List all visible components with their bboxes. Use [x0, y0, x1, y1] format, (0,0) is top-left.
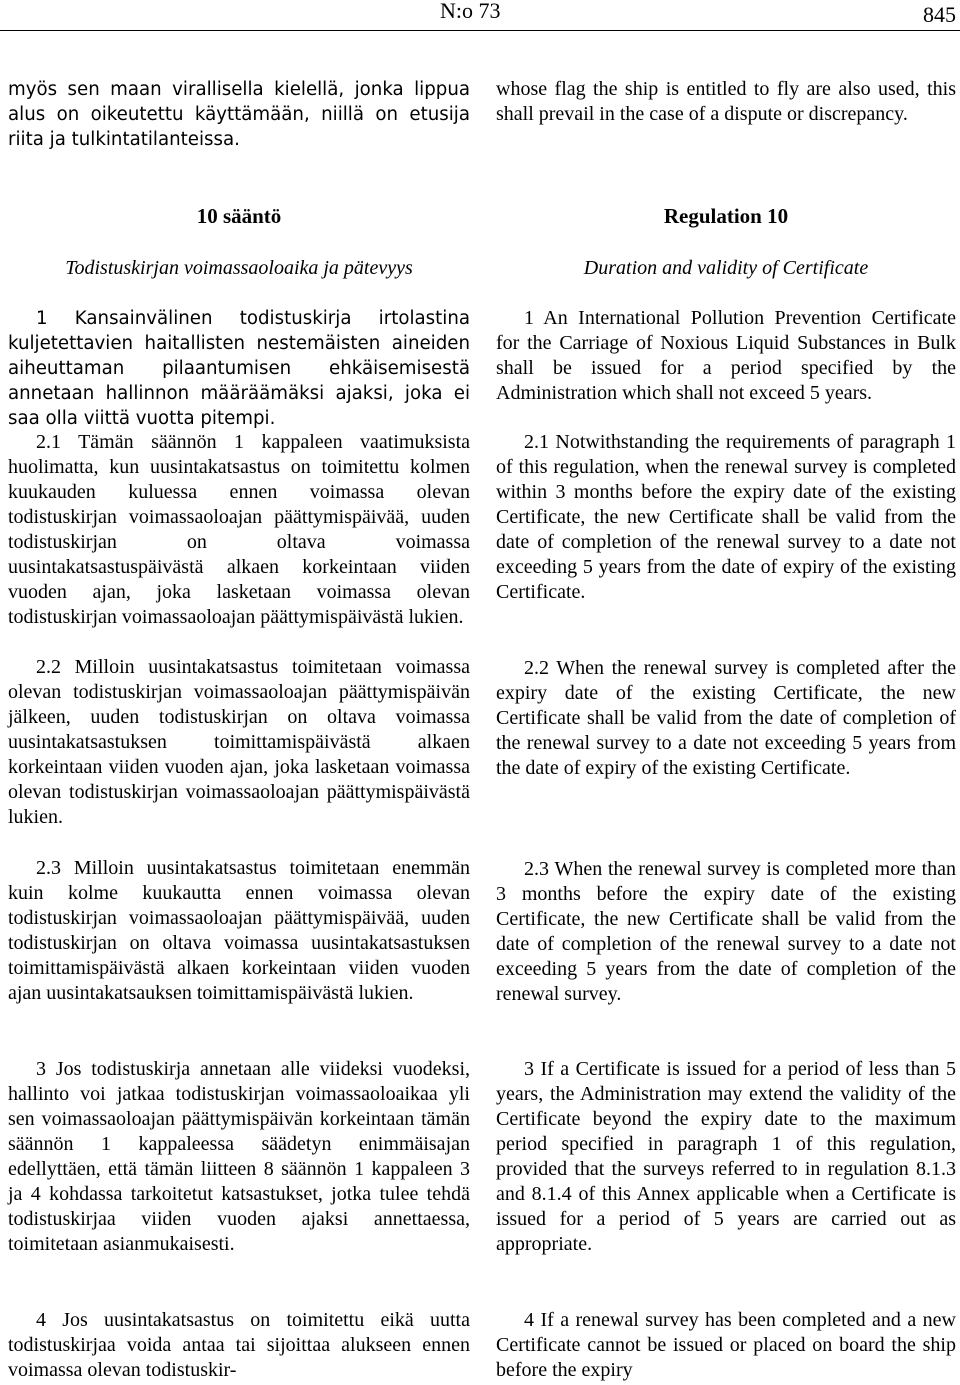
- fi-paragraph-3: 3 Jos todistuskirja annetaan alle viideksi vuodeksi, hallinto voi jatkaa todistuskirjan voimassaoloaikaa yli sen voimassaoloajan päättymispäivän korkeintaan tämän säännön 1 kappaleessa säädetyn enimmäisajan edellyttäen, että tämän liitteen 8 säännön 1 kappaleen 3 ja 4 kohdassa tarkoitetut katsastukset, jotka tulee tehdä todistuskirjaa viiden vuoden ajaksi annettaessa, toimitetaan asianmukaisesti.: [8, 1058, 470, 1255]
- en-paragraph-2-2: 2.2 When the renewal survey is completed after the expiry date of the existing Certificate, the new Certificate shall be valid from the date of completion of the renewal survey to a date not exceeding 5 years from the date of expiry of the existing Certificate.: [496, 657, 956, 779]
- issue-number: N:o 73: [440, 0, 501, 23]
- fi-paragraph-4: 4 Jos uusintakatsastus on toimitettu eikä uutta todistuskirjaa voida antaa tai sijoittaa alukseen ennen voimassa olevan todistuskir-: [8, 1309, 470, 1381]
- page-header: [0, 0, 960, 30]
- en-regulation-heading: Regulation 10: [663, 204, 789, 228]
- en-regulation-subtitle: Duration and validity of Certificate: [583, 257, 869, 279]
- en-paragraph-4: 4 If a renewal survey has been completed and a new Certificate cannot be issued or placed on board the ship before the expiry: [496, 1309, 956, 1381]
- fi-regulation-subtitle: Todistuskirjan voimassaoloaika ja pätevyys: [65, 257, 413, 279]
- fi-paragraph-2-1: 2.1 Tämän säännön 1 kappaleen vaatimuksista huolimatta, kun uusintakatsastus on toimitettu kolmen kuukauden kuluessa ennen voimassa olevan todistuskirjan voimassaoloajan päättymispäivää, uuden todistuskirjan on oltava voimassa uusintakatsastuspäivästä alkaen korkeintaan viiden vuoden ajan, joka lasketaan voimassa olevan todistuskirjan voimassaoloajan päättymispäivästä lukien.: [8, 431, 470, 628]
- fi-paragraph-2-3: 2.3 Milloin uusintakatsastus toimitetaan enemmän kuin kolme kuukautta ennen voimassa olevan todistuskirjan voimassaoloajan päättymispäivää, uuden todistuskirjan on oltava voimassa uusintakatsastuksen toimittamispäivästä alkaen korkeintaan viiden vuoden ajan uusintakatsauksen toimittamispäivästä lukien.: [8, 857, 470, 1004]
- fi-intro-paragraph: myös sen maan virallisella kielellä, jonka lippua alus on oikeutettu käyttämään, niillä on etusija riita ja tulkintatilanteissa.: [8, 79, 470, 150]
- fi-paragraph-2-2: 2.2 Milloin uusintakatsastus toimitetaan voimassa olevan todistuskirjan voimassaoloajan päättymispäivän jälkeen, uuden todistuskirjan on oltava voimassa uusintakatsastuksen toimittamispäivästä alkaen korkeintaan viiden vuoden ajan, joka lasketaan voimassa olevan todistuskirjan voimassaoloajan päättymispäivästä lukien.: [8, 656, 470, 828]
- en-paragraph-3: 3 If a Certificate is issued for a period of less than 5 years, the Administration may extend the validity of the Certificate beyond the expiry date to the maximum period specified in paragraph 1 of this regulation, provided that the surveys referred to in regulation 8.1.3 and 8.1.4 of this Annex applicable when a Certificate is issued for a period of 5 years are carried out as appropriate.: [496, 1058, 956, 1255]
- en-paragraph-2-3: 2.3 When the renewal survey is completed more than 3 months before the expiry date of the existing Certificate, the new Certificate shall be valid from the date of completion of the renewal survey to a date not exceeding 5 years from the date of completion of the renewal survey.: [496, 858, 956, 1005]
- page-number: 845: [923, 2, 956, 27]
- en-intro-paragraph: whose flag the ship is entitled to fly are also used, this shall prevail in the case of a dispute or discrepancy.: [496, 78, 956, 125]
- fi-paragraph-1: 1 Kansainvälinen todistuskirja irtolastina kuljetettavien haitallisten nestemäisten aineiden aiheuttaman pilaantumisen ehkäisemisestä annetaan hallinnon määräämäksi ajaksi, joka ei saa olla viittä vuotta pitempi.: [8, 308, 470, 429]
- header-rule: [0, 30, 960, 31]
- fi-regulation-heading: 10 sääntö: [196, 204, 282, 228]
- en-paragraph-1: 1 An International Pollution Prevention Certificate for the Carriage of Noxious Liquid Substances in Bulk shall be issued for a period specified by the Administration which shall not exceed 5 years.: [496, 307, 956, 404]
- en-paragraph-2-1: 2.1 Notwithstanding the requirements of paragraph 1 of this regulation, when the renewal survey is completed within 3 months before the expiry date of the existing Certificate, the new Certificate shall be valid from the date of completion of the renewal survey to a date not exceeding 5 years from the date of expiry of the existing Certificate.: [496, 431, 956, 603]
